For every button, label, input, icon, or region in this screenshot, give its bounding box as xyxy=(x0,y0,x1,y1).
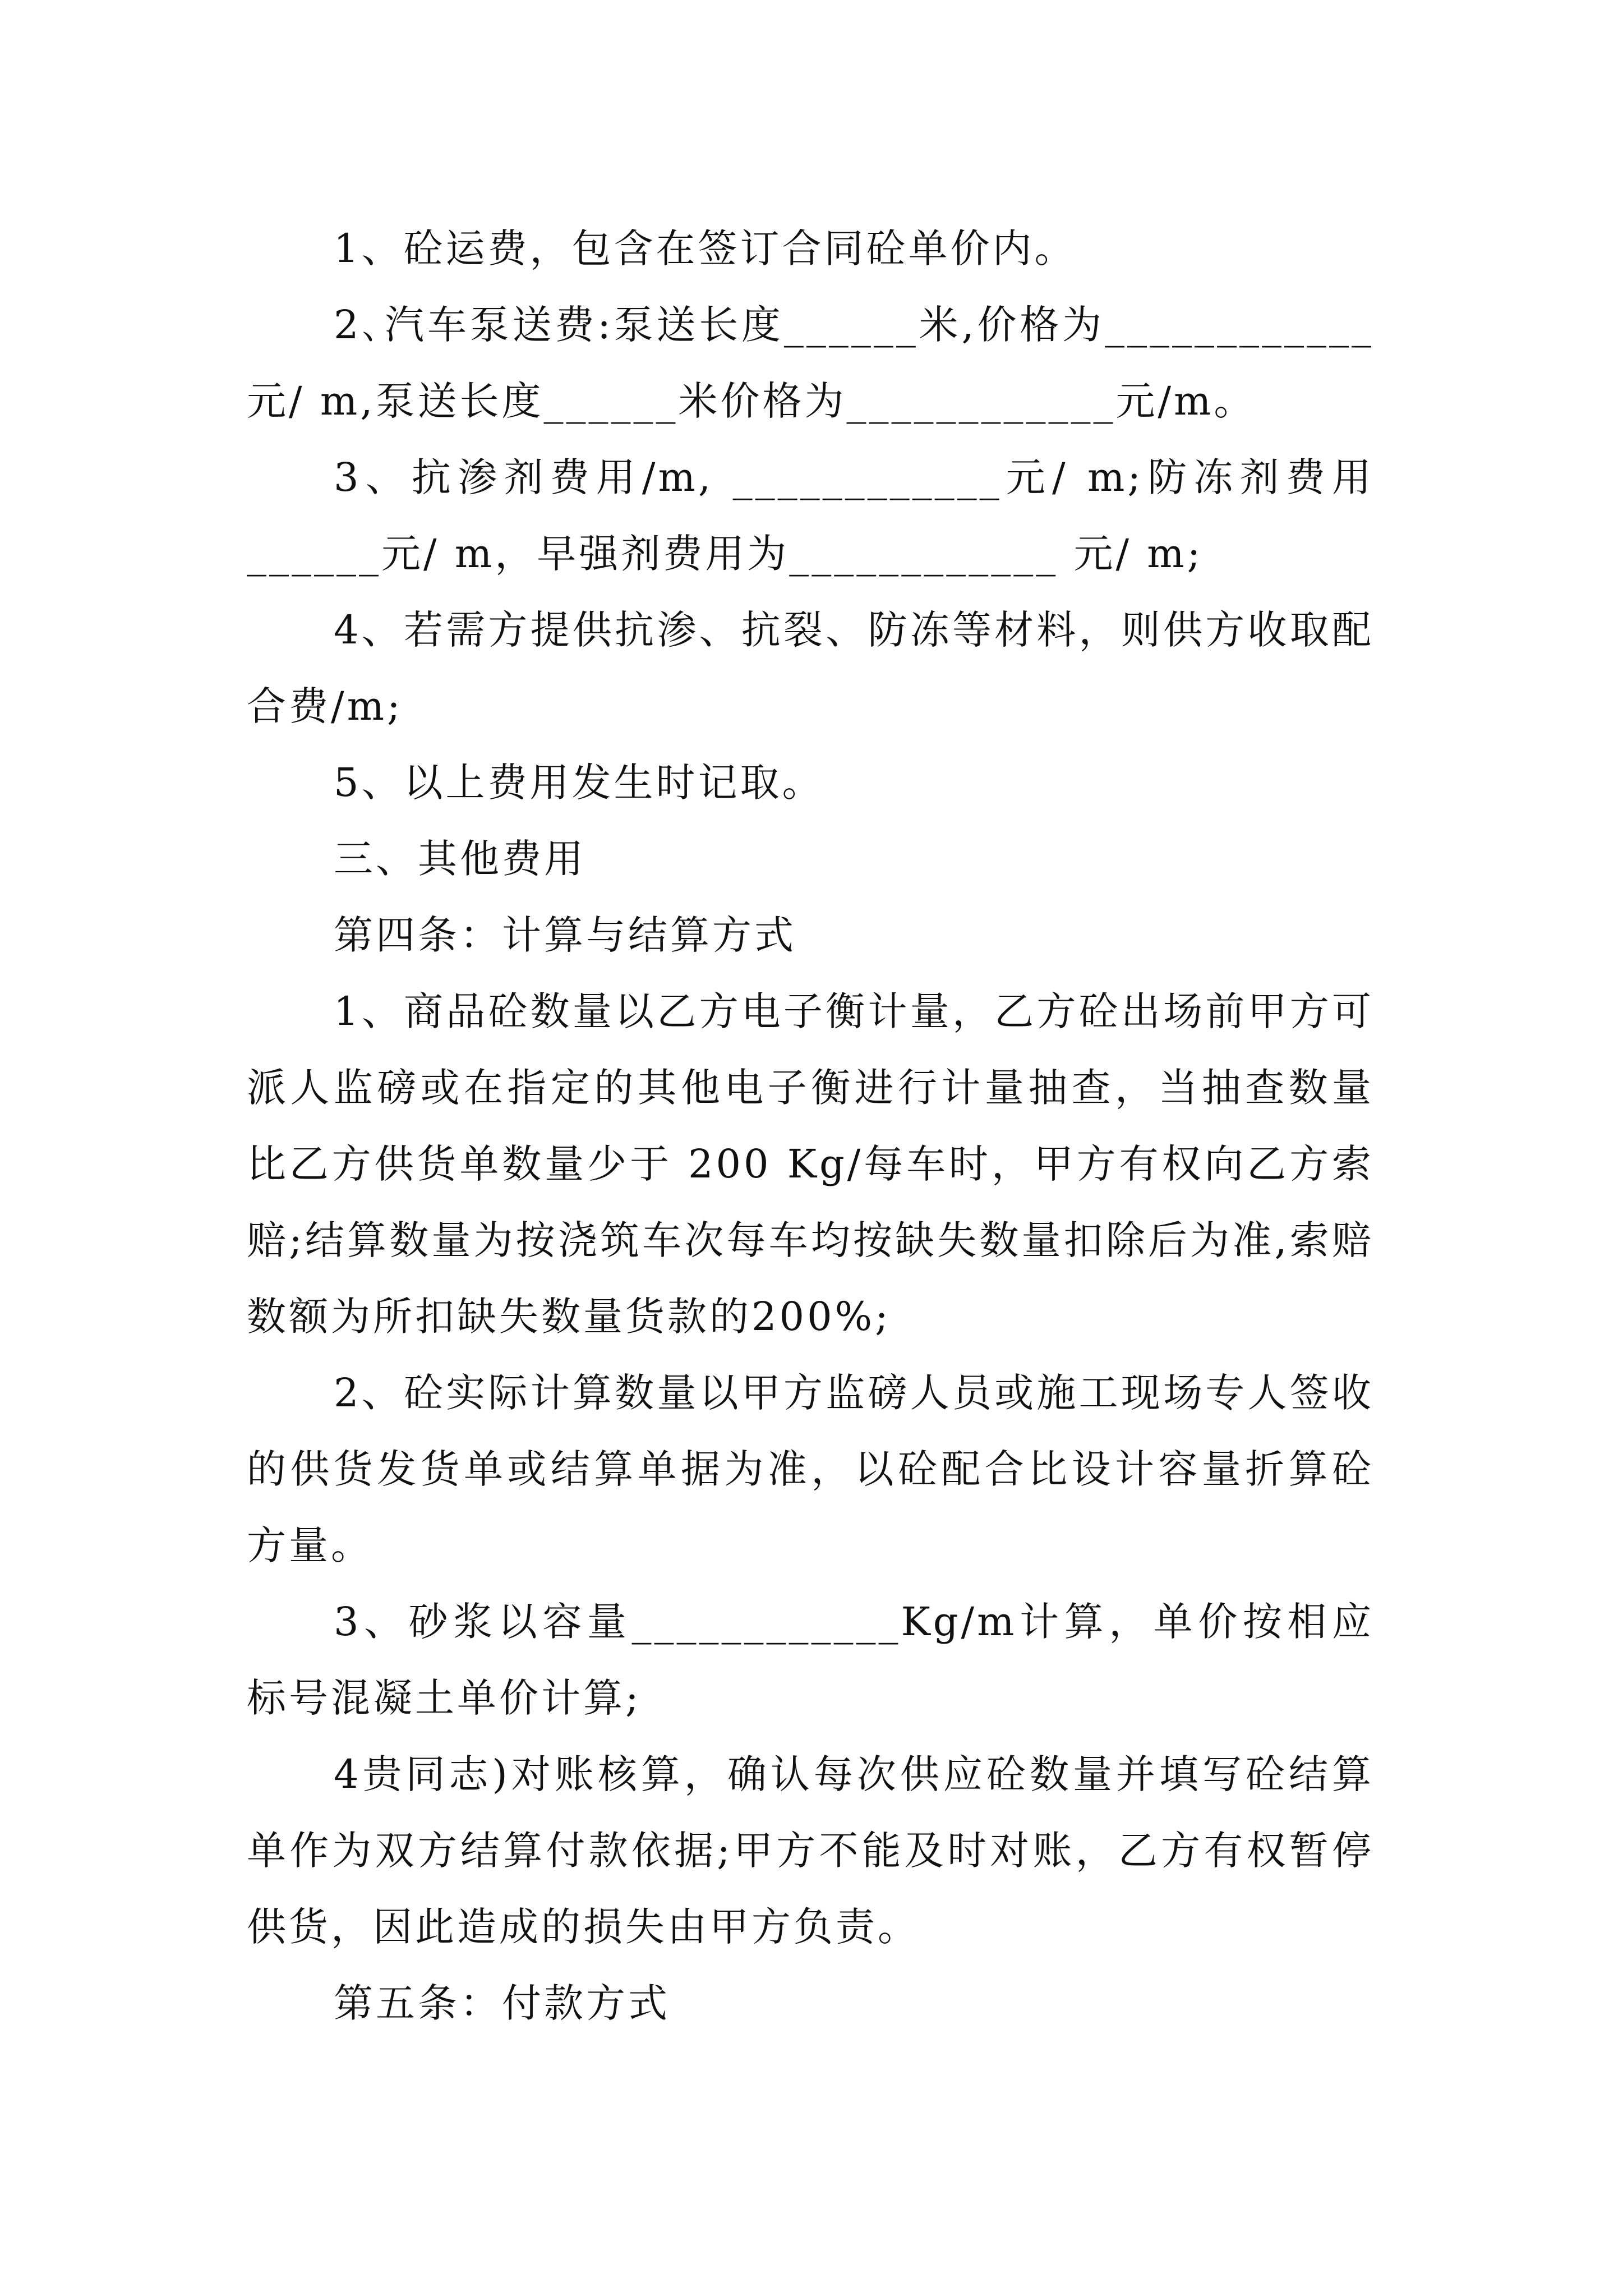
document-body xyxy=(247,210,1374,2041)
paragraph-pump-fee: 2､汽车泵送费:泵送长度______米,价格为____________元/ m,泵送长度______米价格为____________元/m。 xyxy=(247,302,1374,424)
paragraph-material-fee: 4、若需方提供抗渗、抗裂、防冻等材料，则供方收取配合费/m; xyxy=(247,607,1374,729)
paragraph-mortar-capacity: 3、砂浆以容量____________Kg/m计算，单价按相应标号混凝土单价计算; xyxy=(247,1599,1374,1721)
paragraph-fee-recording: 5、以上费用发生时记取。 xyxy=(334,760,824,806)
paragraph-quantity-measurement: 1、商品砼数量以乙方电子衡计量，乙方砼出场前甲方可派人监磅或在指定的其他电子衡进行计量抽查，当抽查数量比乙方供货单数量少于 200 Kg/每车时，甲方有权向乙方索赔;结算数量为按浇筑车次每车均按缺失数量扣除后为准,索赔数额为所扣缺失数量货款的200%; xyxy=(247,988,1374,1340)
paragraph-reconciliation: 4贵同志)对账核算，确认每次供应砼数量并填写砼结算单作为双方结算付款依据;甲方不能及时对账，乙方有权暂停供货，因此造成的损失由甲方负责。 xyxy=(247,1751,1374,1950)
section-heading-other-fees: 三、其他费用 xyxy=(334,836,586,882)
article-heading-five: 第五条：付款方式 xyxy=(334,1980,670,2026)
paragraph-transport-fee: 1、砼运费，包含在签订合同砼单价内。 xyxy=(334,226,1077,272)
paragraph-actual-quantity: 2、砼实际计算数量以甲方监磅人员或施工现场专人签收的供货发货单或结算单据为准，以砼配合比设计容量折算砼方量。 xyxy=(247,1370,1374,1568)
article-heading-four: 第四条：计算与结算方式 xyxy=(334,912,796,958)
paragraph-admixture-fee: 3、抗渗剂费用/m, ____________元/ m;防冻剂费用______元/ m，早强剂费用为____________ 元/ m; xyxy=(247,454,1374,577)
